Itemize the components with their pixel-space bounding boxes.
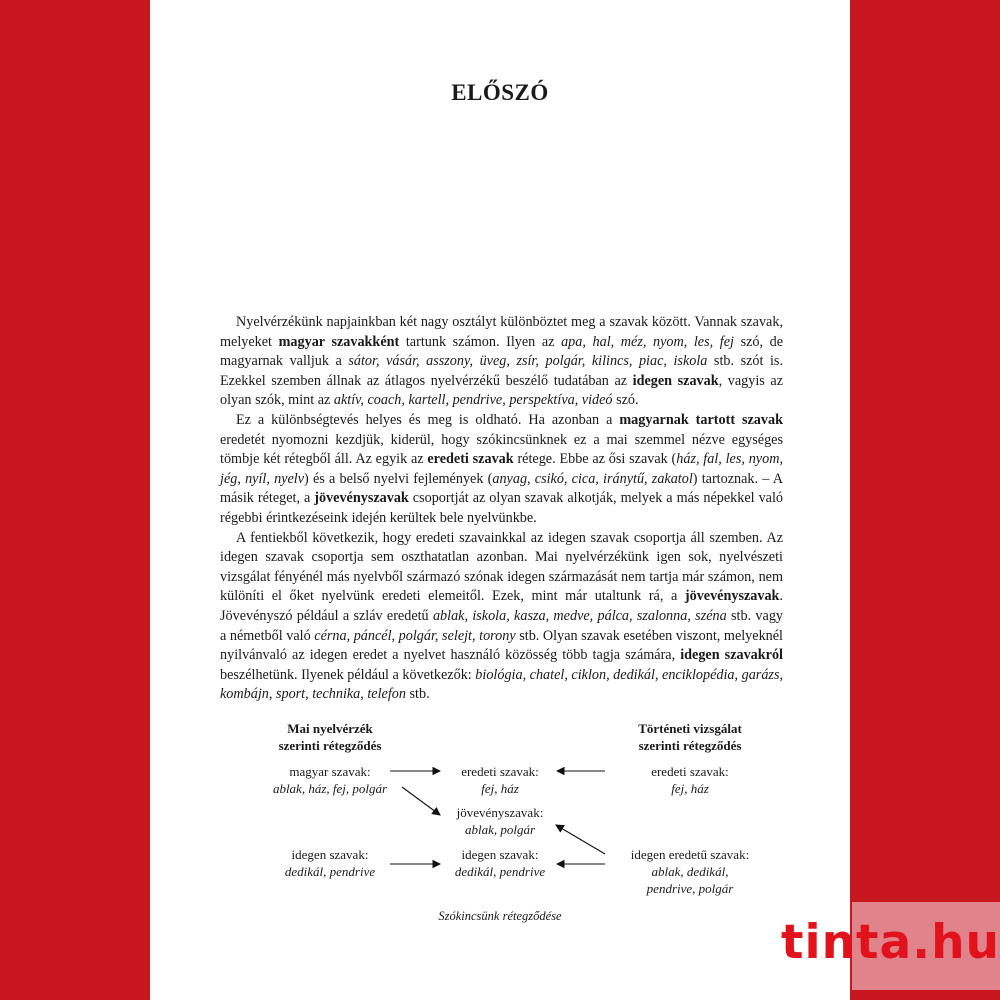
text-run: stb. Olyan szavak esetében viszont, melyeknél nyilvánvaló az idegen eredet a nyelvet használó közösség több tagja számára, bbox=[220, 627, 783, 664]
text-run: ) és a belső nyelvi fejlemények ( bbox=[304, 470, 493, 487]
diagram-caption: Szókincsünk rétegződése bbox=[438, 909, 562, 923]
text-run: eredetét nyomozni kezdjük, kiderül, hogy szókincsünknek ez a mai szemmel nézve egységes tömbje két rétegből áll. Az egyik az bbox=[220, 431, 783, 468]
bold-term: idegen szavakról bbox=[680, 647, 783, 664]
text-run: stb. vagy a németből való bbox=[220, 607, 784, 644]
paragraph-3 bbox=[220, 529, 783, 705]
italic-examples: aktív, coach, kartell, pendrive, perspektíva, videó bbox=[333, 392, 613, 409]
book-page bbox=[150, 0, 850, 1000]
left-magyar-szavak: magyar szavak: ablak, ház, fej, polgár bbox=[272, 764, 388, 796]
tinta-logo[interactable]: tinta.hu bbox=[781, 915, 1000, 970]
italic-examples: biológia, chatel, ciklon, dedikál, enciklopédia, garázs, kombájn, sport, technika, telefon bbox=[220, 666, 784, 703]
text-run: ) tartoznak. – A másik réteget, a bbox=[220, 470, 783, 507]
text-run: szó. bbox=[612, 392, 639, 409]
italic-examples: apa, hal, méz, nyom, les, fej bbox=[561, 333, 734, 350]
text-run: Nyelvérzékünk napjainkban két nagy osztályt különböztet meg a szavak között. Vannak szavak, melyeket bbox=[220, 314, 783, 350]
italic-examples: ház, fal, les, nyom, jég, nyíl, nyelv bbox=[220, 451, 783, 487]
paragraph-1 bbox=[220, 313, 783, 411]
text-run: A fentiekből következik, hogy eredeti szavainkkal az idegen szavak csoportja áll szemben. Az idegen szavak csoportja sem oszthatatlan azonban. Mai nyelvérzékünk igen sok, nyelvészeti vizsgálat fényénél más nyelvből származó szónak idegen származását nem tartja már számon, nem különíti el őket nyelvünk eredeti elemeitől. Ezek, mint már utaltunk rá, a bbox=[220, 529, 783, 605]
bold-term: eredeti szavak bbox=[427, 451, 514, 468]
text-run: szó, de magyarnak valljuk a bbox=[220, 333, 784, 370]
left-idegen-szavak: idegen szavak: dedikál, pendrive bbox=[284, 847, 376, 879]
page-title: ELŐSZÓ bbox=[451, 80, 549, 105]
italic-examples: cérna, páncél, polgár, selejt, torony bbox=[314, 627, 516, 644]
text-run: csoportját az olyan szavak alkotják, melyek a más népekkel való régebbi érintkezéseink idején kerültek bele nyelvünkbe. bbox=[220, 490, 784, 526]
italic-examples: ablak, iskola, kasza, medve, pálca, szalonna, széna bbox=[432, 607, 727, 624]
right-idegen-eredetu-szavak: idegen eredetű szavak: ablak, dedikál, pendrive, polgár bbox=[630, 847, 750, 896]
mid-jovevenyszavak: jövevényszavak: ablak, polgár bbox=[456, 805, 544, 837]
italic-examples: anyag, csikó, cica, iránytű, zakatol bbox=[492, 470, 693, 487]
italic-examples: sátor, vásár, asszony, üveg, zsír, polgár, kilincs, piac, iskola bbox=[348, 353, 708, 370]
text-run: stb. bbox=[405, 686, 430, 703]
bold-term: jövevényszavak bbox=[684, 588, 780, 605]
text-run: beszélhetünk. Ilyenek például a következők: bbox=[220, 666, 476, 683]
right-eredeti-szavak: eredeti szavak: fej, ház bbox=[651, 764, 729, 796]
text-run: tartunk számon. Ilyen az bbox=[399, 333, 562, 350]
bold-term: jövevényszavak bbox=[314, 490, 409, 507]
text-run: rétege. Ebbe az ősi szavak ( bbox=[513, 451, 677, 468]
left-column-header: Mai nyelvérzék szerinti rétegződés bbox=[278, 721, 382, 753]
mid-idegen-szavak: idegen szavak: dedikál, pendrive bbox=[454, 847, 546, 879]
text-run: , vagyis az olyan szók, mint az bbox=[220, 372, 783, 409]
text-run: . Jövevényszó például a szláv eredetű bbox=[220, 588, 783, 624]
right-column-header: Történeti vizsgálat szerinti rétegződés bbox=[638, 721, 742, 753]
preface-body bbox=[220, 313, 783, 705]
text-run: Ez a különbségtevés helyes és meg is oldható. Ha azonban a bbox=[236, 411, 620, 428]
bold-term: idegen szavak bbox=[632, 372, 719, 389]
mid-eredeti-szavak: eredeti szavak: fej, ház bbox=[461, 764, 539, 796]
bold-term: magyar szavakként bbox=[278, 333, 400, 350]
text-run: stb. szót is. Ezekkel szemben állnak az átlagos nyelvérzékű beszélő tudatában az bbox=[220, 353, 783, 389]
paragraph-2 bbox=[220, 411, 783, 529]
bold-term: magyarnak tartott szavak bbox=[619, 411, 783, 428]
